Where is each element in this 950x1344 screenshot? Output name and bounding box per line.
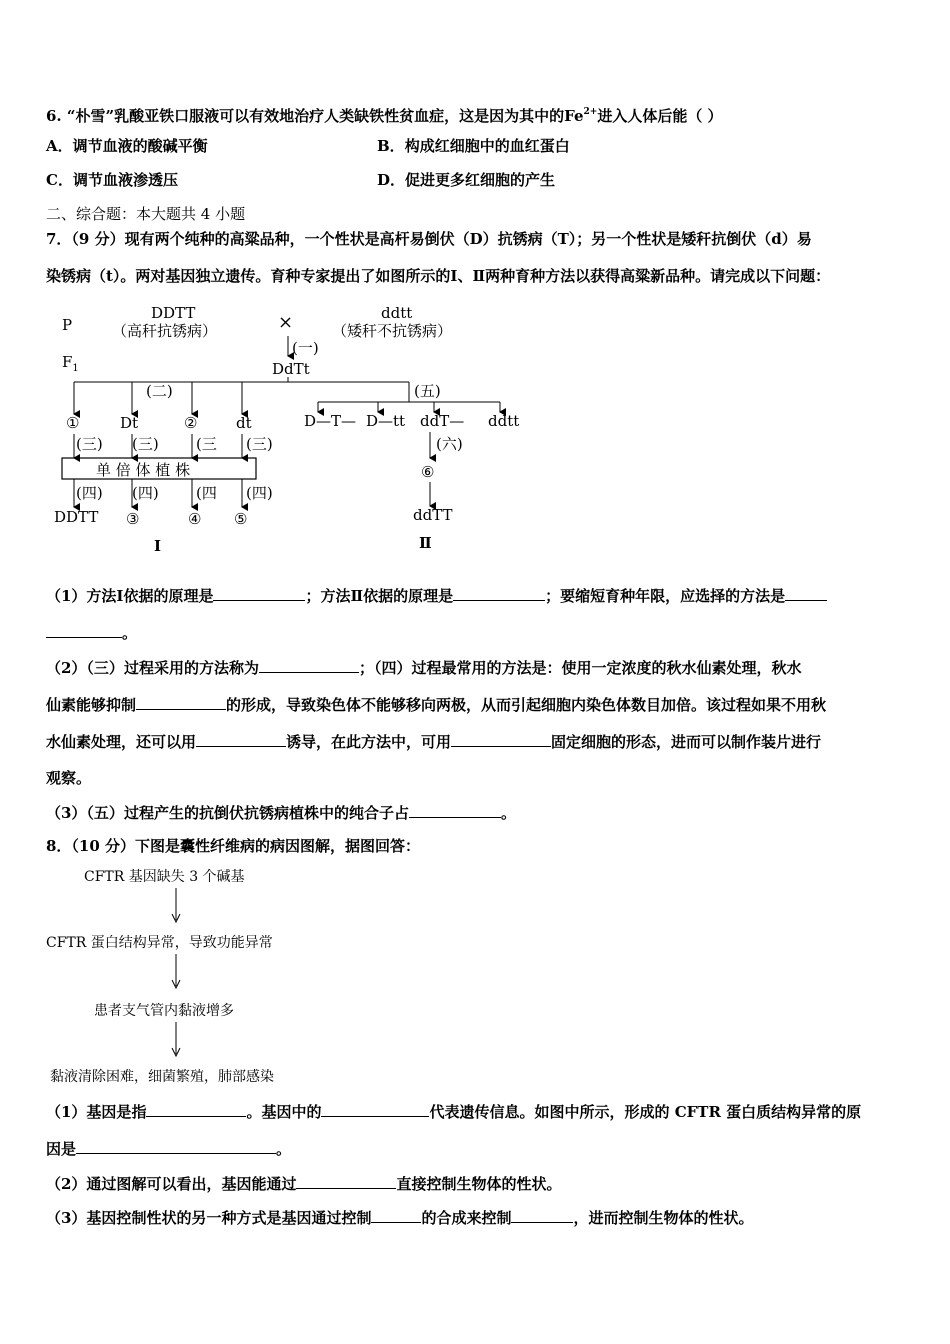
blank-q7-1[interactable] <box>213 585 305 601</box>
q8-sub1-line2: 因是 。 <box>46 1140 292 1158</box>
blank-q7-3b[interactable] <box>46 622 122 638</box>
result-4: ⑤ <box>234 510 248 528</box>
q7-sub2-line2: 仙素能够抑制 的形成，导致染色体不能够移向两极，从而引起细胞内染色体数目加倍。该过程如果不用秋 <box>46 696 827 714</box>
step-3-label-2: (三) <box>132 435 159 453</box>
q6-option-c[interactable]: C．调节血液渗透压 <box>46 171 178 189</box>
flow-step-4: 黏液清除困难，细菌繁殖，肺部感染 <box>50 1069 274 1085</box>
parent2-genotype: ddtt <box>381 304 413 322</box>
method-i-label: I <box>154 537 162 555</box>
blank-q7-3a[interactable] <box>785 585 827 601</box>
flow-arrow-1 <box>170 888 182 924</box>
branch5-1: D—T— <box>304 412 357 430</box>
step-4-label-1: (四) <box>76 484 103 502</box>
q7-stem-line2: 染锈病（t）。两对基因独立遗传。育种专家提出了如图所示的Ⅰ、Ⅱ两种育种方法以获得高粱新品种。请完成以下问题： <box>46 267 831 285</box>
blank-q8-1[interactable] <box>146 1101 246 1117</box>
q7-sub1-line2: 。 <box>46 622 137 643</box>
blank-q8-3[interactable] <box>76 1138 276 1154</box>
q7-sub1-line1: （1）方法Ⅰ依据的原理是 ；方法Ⅱ依据的原理是 ；要缩短育种年限，应选择的方法是 <box>46 585 827 606</box>
step-3-label-3: (三 <box>196 435 217 453</box>
blank-q8-6[interactable] <box>511 1207 573 1223</box>
gamete-1: ① <box>66 414 80 432</box>
flow-step-2: CFTR 蛋白结构异常，导致功能异常 <box>46 935 273 951</box>
q7-sub2-line1: （2）（三）过程采用的方法称为 ；（四）过程最常用的方法是：使用一定浓度的秋水仙素处理，秋水 <box>46 659 802 677</box>
result-1: DDTT <box>54 508 99 526</box>
step-4-label-4: (四) <box>246 484 273 502</box>
q6-option-a[interactable]: A．调节血液的酸碱平衡 <box>46 137 208 155</box>
step-3-label-1: (三) <box>76 435 103 453</box>
parent1-genotype: DDTT <box>151 304 196 322</box>
blank-q7-2[interactable] <box>453 585 545 601</box>
q7-sub3: （3）（五）过程产生的抗倒伏抗锈病植株中的纯合子占 。 <box>46 804 516 822</box>
branch5-4: ddtt <box>488 412 520 430</box>
q6-stem: 6. “朴雪”乳酸亚铁口服液可以有效地治疗人类缺铁性贫血症，这是因为其中的$Fe^{2+}$进入人体后能（ ） <box>46 107 723 125</box>
blank-q7-7[interactable] <box>451 731 551 747</box>
blank-q8-4[interactable] <box>296 1173 396 1189</box>
q8-sub3: （3）基因控制性状的另一种方式是基因通过控制 的合成来控制 ，进而控制生物体的性状。 <box>46 1209 754 1227</box>
q8-sub1-line1: （1）基因是指 。基因中的 代表遗传信息。如图中所示，形成的 CFTR 蛋白质结构异常的原 <box>46 1103 862 1121</box>
blank-q8-2[interactable] <box>321 1101 429 1117</box>
gamete-2: Dt <box>120 414 139 432</box>
flow-arrow-2 <box>170 954 182 990</box>
flow-arrow-3 <box>170 1022 182 1058</box>
label-f1: F <box>62 353 73 371</box>
q7-sub2-line4: 观察。 <box>46 769 92 787</box>
q8-sub2: （2）通过图解可以看出，基因能通过 直接控制生物体的性状。 <box>46 1175 562 1193</box>
step-6-label: (六) <box>436 435 463 453</box>
cross-symbol: × <box>278 312 294 333</box>
branch5-2: D—tt <box>366 412 406 430</box>
q7-stem-line1: 7．（9 分）现有两个纯种的高粱品种，一个性状是高杆易倒伏（D）抗锈病（T）；另一个性状是矮秆抗倒伏（d）易 <box>46 230 812 248</box>
step-3-label-4: (三) <box>246 435 273 453</box>
gamete-4: dt <box>236 414 252 432</box>
cftr-flow-diagram <box>46 860 316 1090</box>
f1-genotype: DdTt <box>272 360 310 378</box>
final-genotype: ddTT <box>413 506 453 524</box>
q7-sub2-line3: 水仙素处理，还可以用 诱导，在此方法中，可用 固定细胞的形态，进而可以制作装片进行 <box>46 733 822 751</box>
method-ii-label: Ⅱ <box>419 534 432 552</box>
blank-q7-8[interactable] <box>409 802 501 818</box>
blank-q7-5[interactable] <box>136 694 226 710</box>
svg-text:F1 <box>62 353 79 374</box>
parent2-desc: （矮秆不抗锈病） <box>332 322 453 340</box>
label-p: P <box>62 316 73 334</box>
gamete-3: ② <box>184 414 198 432</box>
haploid-label: 单 倍 体 植 株 <box>96 461 191 479</box>
six-label: ⑥ <box>421 463 435 481</box>
result-3: ④ <box>188 510 202 528</box>
label-f1-sub: 1 <box>72 363 79 374</box>
flow-step-3: 患者支气管内黏液增多 <box>94 1003 234 1019</box>
step-2-label: (二) <box>146 382 173 400</box>
parent1-desc: （高秆抗锈病） <box>112 322 218 340</box>
q8-stem: 8．（10 分）下图是囊性纤维病的病因图解，据图回答： <box>46 837 421 855</box>
step-4-label-3: (四 <box>196 484 217 502</box>
section-heading: 二、综合题：本大题共 4 小题 <box>46 205 246 223</box>
blank-q7-6[interactable] <box>196 731 286 747</box>
step-5-label: (五) <box>414 382 441 400</box>
breeding-diagram <box>46 298 526 563</box>
branch5-3: ddT— <box>420 412 465 430</box>
blank-q7-4[interactable] <box>259 657 359 673</box>
q6-option-d[interactable]: D．促进更多红细胞的产生 <box>377 171 556 189</box>
step-4-label-2: (四) <box>132 484 159 502</box>
result-2: ③ <box>126 510 140 528</box>
q6-option-b[interactable]: B．构成红细胞中的血红蛋白 <box>377 137 570 155</box>
flow-step-1: CFTR 基因缺失 3 个碱基 <box>84 869 245 885</box>
step-1-label: (一) <box>292 339 319 357</box>
blank-q8-5[interactable] <box>371 1207 421 1223</box>
